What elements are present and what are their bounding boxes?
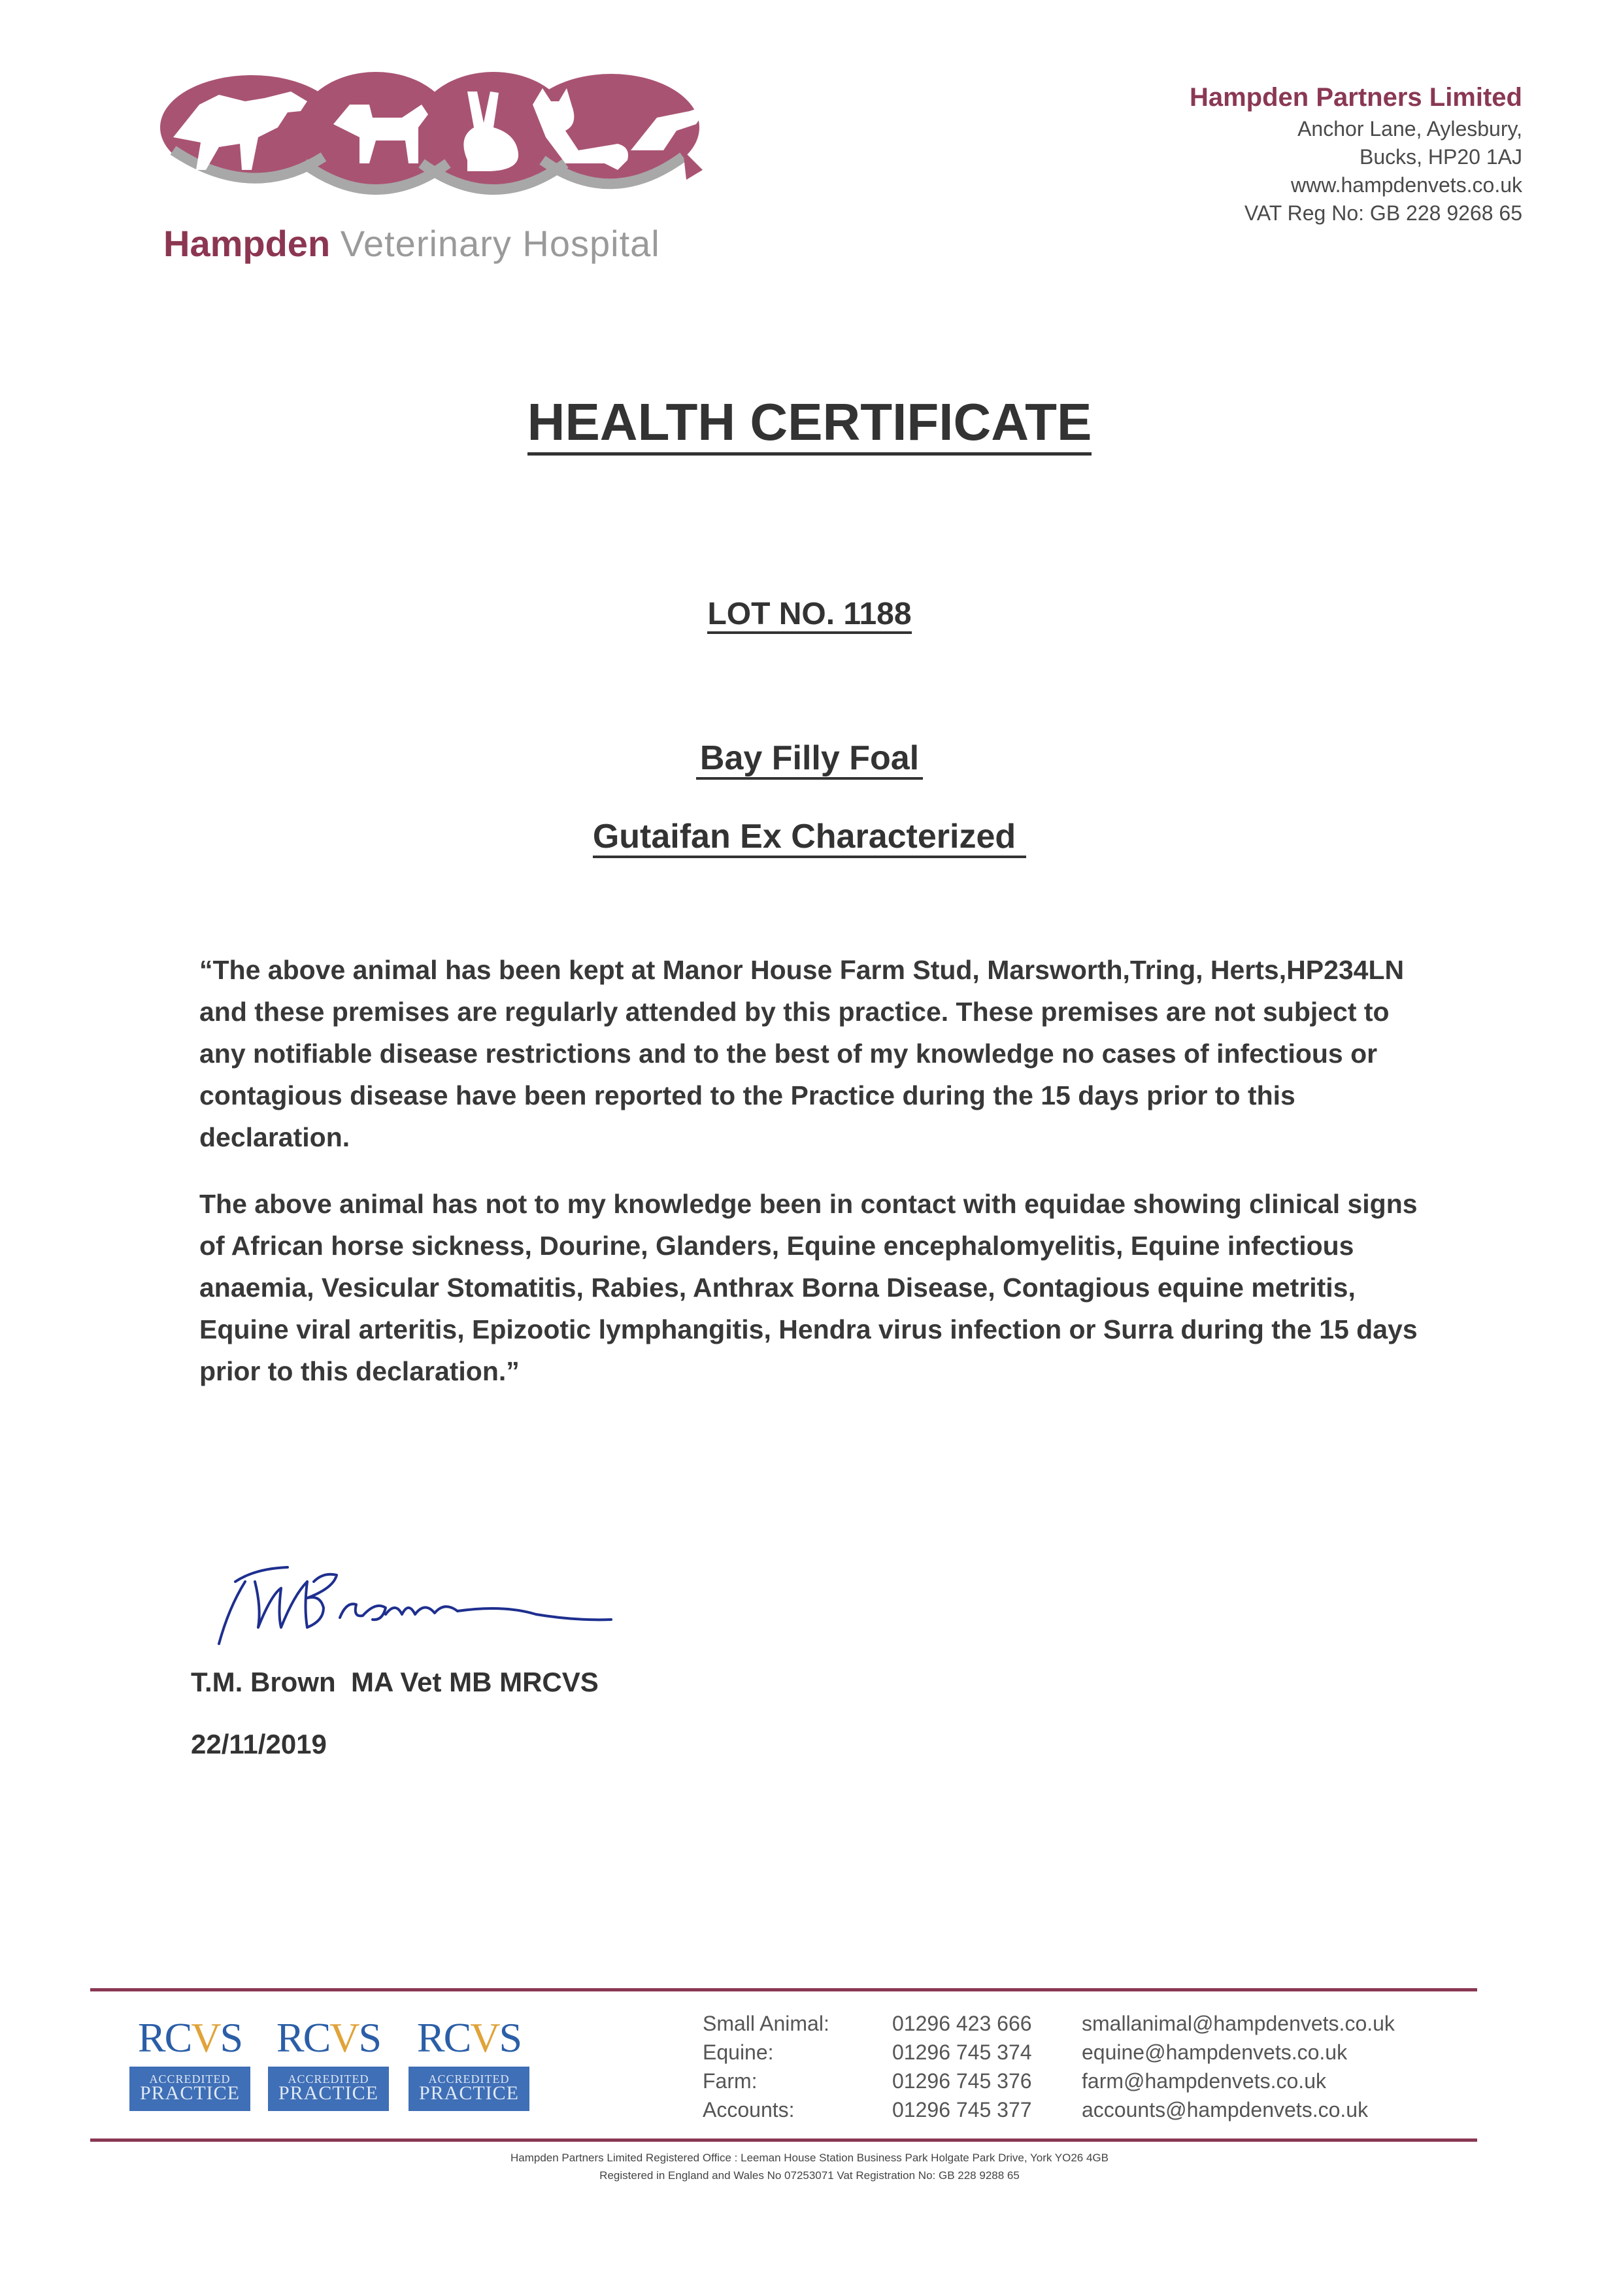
lot-number-text: LOT NO. 1188 [707,597,911,634]
animal-description [0,739,1619,778]
rcvs-accredited-badge [268,2012,389,2111]
practice-name-logotype [163,222,660,265]
signatory-name: T.M. Brown MA Vet MB MRCVS [191,1667,599,1697]
footer-top-divider [90,1988,1477,1991]
accredited-practice-plate: ACCREDITED PRACTICE [129,2067,250,2111]
contact-phone: 01296 745 376 [892,2069,1032,2093]
address-line-1: Anchor Lane, Aylesbury, [1297,117,1522,141]
contact-department: Farm: [703,2069,758,2093]
contact-directory [703,2009,1395,2124]
rcvs-accredited-badge [409,2012,529,2111]
contact-row [703,2067,1395,2095]
animal-breeding-text: Gutaifan Ex Characterized [593,818,1026,858]
logo-name-light: Veterinary Hospital [340,223,660,264]
contact-department: Small Animal: [703,2012,829,2035]
contact-row [703,2038,1395,2067]
logo-name-bold: Hampden [163,223,331,264]
contact-department: Accounts: [703,2098,795,2121]
contact-row [703,2095,1395,2124]
company-name: Hampden Partners Limited [1189,83,1522,112]
animal-silhouettes-logo-icon [160,65,722,216]
contact-email: farm@hampdenvets.co.uk [1082,2069,1326,2093]
contact-email: equine@hampdenvets.co.uk [1082,2040,1348,2064]
registered-office-address: Hampden Partners Limited Registered Office : Leeman House Station Business Park Holgate Park Drive, York YO26 4GB [510,2152,1109,2164]
rcvs-logo-text: RCVS [416,2014,522,2061]
animal-description-text: Bay Filly Foal [696,739,923,780]
footer-bottom-divider [90,2138,1477,2142]
vat-number: VAT Reg No: GB 228 9268 65 [1244,201,1522,225]
hampden-logo [160,65,722,216]
rcvs-logo-text: RCVS [276,2014,381,2061]
contact-email: accounts@hampdenvets.co.uk [1082,2098,1369,2121]
signature-date: 22/11/2019 [191,1729,327,1759]
rcvs-accredited-badge [129,2012,250,2111]
declaration-paragraph-2: The above animal has not to my knowledge been in contact with equidae showing clinical signs of African horse sickness, Dourine, Glanders, Equine encephalomyelitis, Equine infectious anaemia, Vesicular Stomatitis, Rabies, Anthrax Borna Disease, Contagious equine metritis, Equine viral arteritis, Epizootic lymphangitis, Hendra virus infection or Surra during the 15 days prior to this declaration.” [199,1189,1418,1386]
company-website: www.hampdenvets.co.uk [1291,173,1522,197]
certificate-title-text: HEALTH CERTIFICATE [527,393,1092,456]
contact-department: Equine: [703,2040,774,2064]
rcvs-logo-text: RCVS [137,2014,242,2061]
lot-number [0,596,1619,632]
accredited-practice-plate: ACCREDITED PRACTICE [268,2067,389,2111]
contact-email: smallanimal@hampdenvets.co.uk [1082,2012,1395,2035]
registered-office-note [0,2149,1619,2184]
address-line-2: Bucks, HP20 1AJ [1360,145,1522,169]
handwritten-signature [209,1556,627,1654]
contact-phone: 01296 423 666 [892,2012,1032,2035]
contact-row [703,2009,1395,2038]
certificate-title [0,392,1619,452]
declaration-paragraph-1: “The above animal has been kept at Manor House Farm Stud, Marsworth,Tring, Herts,HP234LN and these premises are regularly attended by this practice. These premises are not subject to any notifiable disease restrictions and to the best of my knowledge no cases of infectious or contagious disease have been reported to the Practice during the 15 days prior to this declaration. [199,955,1405,1152]
contact-phone: 01296 745 377 [892,2098,1032,2121]
animal-breeding [0,817,1619,856]
company-address-block [934,80,1522,227]
contact-phone: 01296 745 374 [892,2040,1032,2064]
accredited-practice-plate: ACCREDITED PRACTICE [409,2067,529,2111]
company-registration: Registered in England and Wales No 07253071 Vat Registration No: GB 228 9288 65 [599,2169,1020,2182]
